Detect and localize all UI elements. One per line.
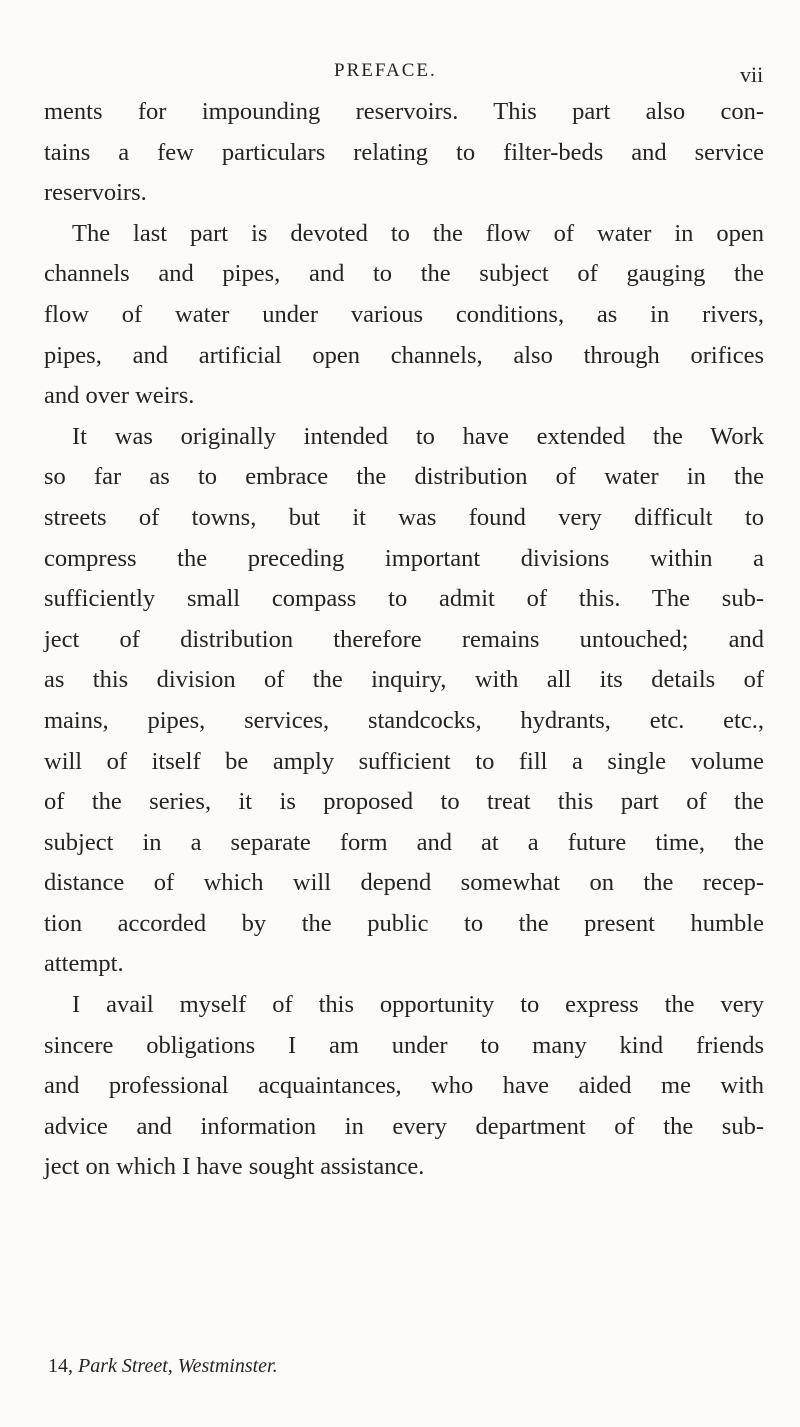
text-line: tion accorded by the public to the present humble: [44, 909, 764, 937]
text-line: attempt.: [44, 950, 124, 978]
text-line: advice and information in every department of the sub-: [44, 1112, 764, 1140]
text-line: tains a few particulars relating to filter-beds and service: [44, 138, 764, 166]
text-line: sincere obligations I am under to many kind friends: [44, 1031, 764, 1059]
text-line: ject on which I have sought assistance.: [44, 1153, 425, 1181]
body-text: [44, 92, 764, 1188]
text-line: as this division of the inquiry, with all its details of: [44, 666, 764, 694]
header-title: PREFACE.: [334, 60, 437, 81]
address-signature: [48, 1355, 278, 1378]
text-line: I avail myself of this opportunity to express the very: [72, 991, 764, 1019]
text-line: ments for impounding reservoirs. This part also con-: [44, 98, 764, 125]
address-place: Park Street, Westminster.: [78, 1355, 278, 1377]
text-line: flow of water under various conditions, as in rivers,: [44, 300, 764, 328]
text-line: The last part is devoted to the flow of water in open: [72, 219, 764, 247]
text-line: subject in a separate form and at a future time, the: [44, 828, 764, 856]
text-line: sufficiently small compass to admit of this. The sub-: [44, 585, 764, 613]
text-line: so far as to embrace the distribution of water in the: [44, 463, 764, 491]
address-number: 14,: [48, 1355, 73, 1377]
running-head: [0, 58, 800, 88]
text-line: pipes, and artificial open channels, also through orifices: [44, 341, 764, 369]
text-line: streets of towns, but it was found very difficult to: [44, 503, 764, 531]
text-line: It was originally intended to have extended the Work: [72, 422, 764, 450]
text-line: will of itself be amply sufficient to fill a single volume: [44, 747, 764, 775]
text-line: and over weirs.: [44, 382, 195, 410]
text-line: compress the preceding important divisions within a: [44, 544, 764, 572]
text-line: mains, pipes, services, standcocks, hydrants, etc. etc.,: [44, 706, 764, 734]
text-line: ject of distribution therefore remains untouched; and: [44, 625, 764, 653]
text-line: and professional acquaintances, who have aided me with: [44, 1072, 764, 1100]
page-number: vii: [740, 62, 764, 87]
text-line: channels and pipes, and to the subject of gauging the: [44, 260, 764, 288]
text-line: distance of which will depend somewhat on the recep-: [44, 869, 764, 897]
text-line: of the series, it is proposed to treat this part of the: [44, 788, 764, 816]
text-line: reservoirs.: [44, 179, 147, 207]
